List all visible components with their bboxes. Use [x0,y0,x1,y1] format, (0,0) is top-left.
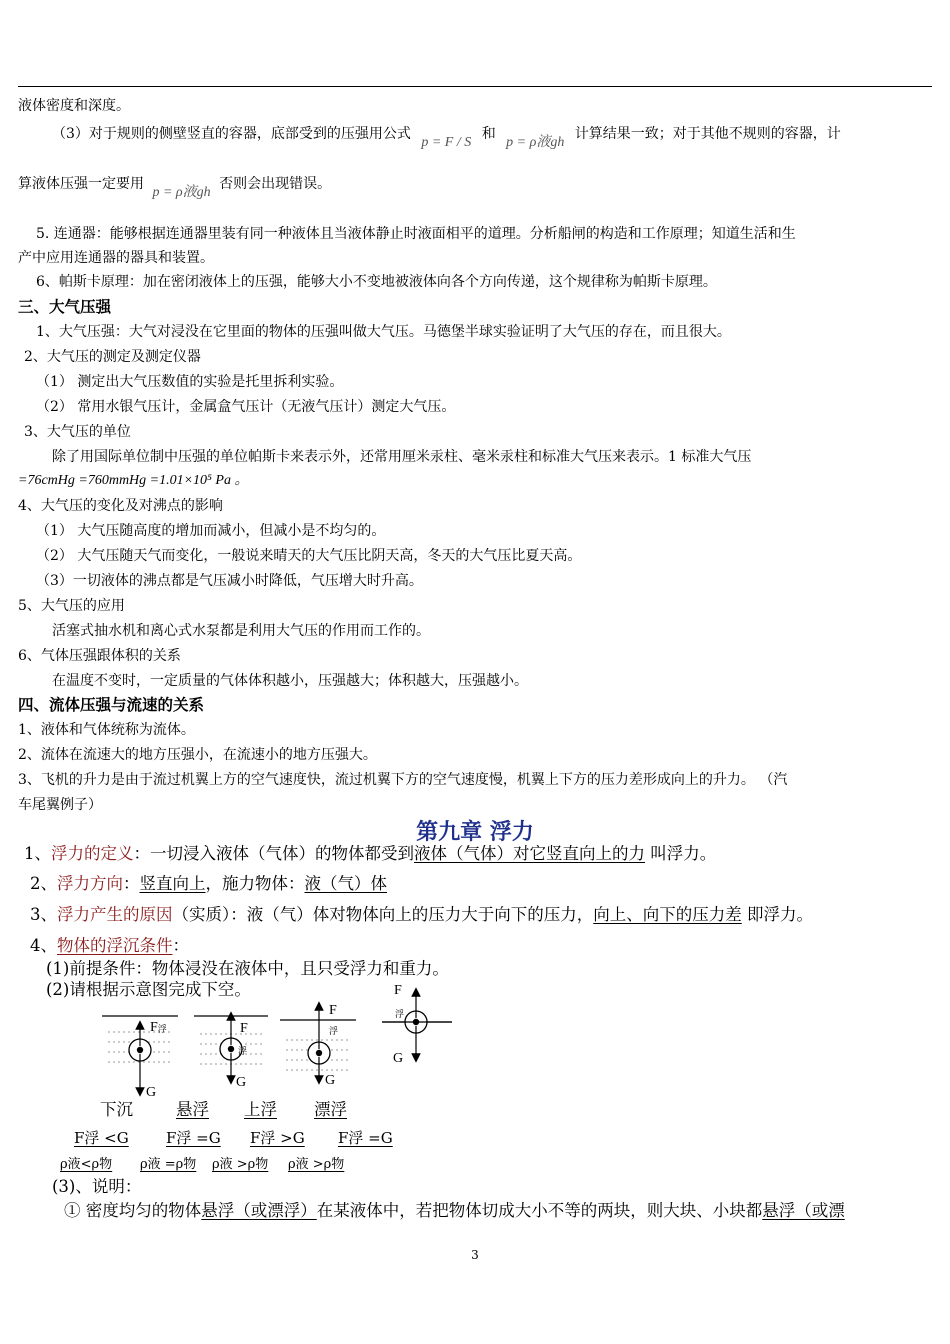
text-fragment: ：一切浸入液体（气体）的物体都受到 [133,844,414,863]
formula-liquid-pressure: p = ρ液gh [506,135,565,150]
sinking-object [102,1016,178,1100]
rising-object [280,1003,356,1088]
buoyant-force-label: F [240,1021,248,1036]
underlined-answer: 竖直向上 [139,874,206,893]
text-fragment: 叫浮力。 [645,844,717,863]
term: 浮力方向 [57,874,123,893]
text-line: （2） 大气压随天气而变化，一般说来晴天的大气压比阴天高，冬天的大气压比夏天高。 [36,548,582,564]
text-fragment: ： [123,874,140,893]
buoyant-force-label: F [329,1003,337,1018]
item-number: 1、 [24,844,51,863]
text-line: 4、大气压的变化及对沸点的影响 [18,498,223,514]
text-fragment: 算液体压强一定要用 [18,176,144,192]
underlined-answer: 液体（气体）对它竖直向上的力 [414,844,645,863]
text-line: (2)请根据示意图完成下空。 [46,980,251,999]
note-line [64,1199,845,1223]
term: 浮力产生的原因 [57,905,173,924]
page-number: 3 [471,1248,479,1262]
text-line: 除了用国际单位制中压强的单位帕斯卡来表示外，还常用厘米汞柱、毫米汞柱和标准大气压来表示。1 标准大气压 [52,449,752,465]
force-relation: F浮 <G [74,1129,129,1147]
text-line: 产中应用连通器的器具和装置。 [18,250,214,266]
text-line: （3）一切液体的沸点都是气压减小时降低，气压增大时升高。 [36,573,423,589]
density-relation: ρ液 =ρ物 [140,1157,197,1172]
buoyancy-cause [30,903,813,927]
text-fragment: 在某液体中，若把物体切成大小不等的两块，则大块、小块都 [316,1201,763,1220]
text-line: 1、液体和气体统称为流体。 [18,722,195,738]
term: 物体的浮沉条件 [57,936,173,955]
state-rise: 上浮 [244,1100,277,1119]
floating-conditions-heading [30,934,189,958]
text-line: 3、飞机的升力是由于流过机翼上方的空气速度快，流过机翼下方的空气速度慢，机翼上下方的压力差形成向上的升力。 （汽 [18,772,788,788]
section-heading: 四、流体压强与流速的关系 [18,696,205,714]
term: 浮力的定义 [51,844,134,863]
text-line: (1)前提条件：物体浸没在液体中，且只受浮力和重力。 [46,959,449,978]
force-relation: F浮 =G [166,1129,221,1147]
floating-object [382,983,452,1066]
text-fragment: 即浮力。 [741,905,813,924]
formula-atm: =76cmHg =760mmHg =1.01×10⁵ Pa 。 [18,473,249,488]
floating-conditions-diagram [0,980,480,1100]
suspended-object [194,1016,268,1090]
text-fragment: 否则会出现错误。 [219,176,332,192]
underlined-answer: 悬浮（或漂 [762,1201,845,1220]
buoyant-subscript: 浮 [395,1010,405,1020]
text-line: 活塞式抽水机和离心式水泵都是利用大气压的作用而工作的。 [52,623,430,639]
text-line: 车尾翼例子） [18,797,102,813]
buoyant-force-label: F浮 [150,1020,167,1035]
text-fragment: （3）对于规则的侧壁竖直的容器，底部受到的压强用公式 [52,126,411,142]
item-number: 2、 [30,874,57,893]
text-line [52,124,841,150]
text-fragment: ，施力物体： [205,874,305,893]
item-number: 3、 [30,905,57,924]
text-line: 2、大气压的测定及测定仪器 [24,349,201,365]
state-suspend: 悬浮 [176,1100,209,1119]
text-line: 在温度不变时，一定质量的气体体积越小，压强越大；体积越大，压强越小。 [52,673,528,689]
buoyant-subscript: 浮 [238,1047,248,1057]
text-line [18,174,332,200]
text-line: 3、大气压的单位 [24,424,131,440]
gravity-label: G [146,1085,157,1100]
formula-liquid-pressure: p = ρ液gh [152,185,211,200]
text-line: 2、流体在流速大的地方压强小，在流速小的地方压强大。 [18,747,377,763]
gravity-label: G [236,1075,247,1090]
text-line: 6、帕斯卡原理：加在密闭液体上的压强，能够大小不变地被液体向各个方向传递，这个规律称为帕斯卡原理。 [36,274,717,290]
header-rule [18,86,932,87]
force-relation: F浮 =G [338,1129,393,1147]
formula-pressure: p = F / S [421,135,472,150]
text-line: 5、大气压的应用 [18,598,125,614]
underlined-answer: 向上、向下的压力差 [593,905,742,924]
text-fragment: （实质）：液（气）体对物体向上的压力大于向下的压力， [172,905,594,924]
text-line: 5. 连通器：能够根据连通器里装有同一种液体且当液体静止时液面相平的道理。分析船闸的构造和工作原理；知道生活和生 [36,226,796,242]
chapter-title: 第九章 浮力 [416,820,534,845]
gravity-label: G [325,1073,336,1088]
text-line: 1、大气压强：大气对浸没在它里面的物体的压强叫做大气压。马德堡半球实验证明了大气压的存在，而且很大。 [36,324,731,340]
section-heading: 三、大气压强 [18,298,112,316]
text-fragment: ： [172,936,189,955]
buoyant-subscript: 浮 [329,1027,339,1037]
text-fragment: 计算结果一致；对于其他不规则的容器，计 [574,126,841,142]
text-line: 6、气体压强跟体积的关系 [18,648,181,664]
state-float: 漂浮 [314,1100,347,1119]
text-line: (3)、说明： [52,1177,142,1196]
text-line: （2） 常用水银气压计，金属盒气压计（无液气压计）测定大气压。 [36,399,456,415]
gravity-label: G [393,1051,404,1066]
density-relation: ρ液 >ρ物 [212,1157,269,1172]
underlined-answer: 液（气）体 [304,874,387,893]
state-sink: 下沉 [100,1100,133,1119]
force-relation: F浮 >G [250,1129,305,1147]
underlined-answer: 悬浮（或漂浮） [201,1201,317,1220]
text-line: 液体密度和深度。 [18,98,130,114]
buoyant-force-label: F [394,983,402,998]
density-relation: ρ液<ρ物 [60,1157,113,1172]
text-fragment: 和 [481,126,496,142]
buoyancy-definition [24,842,716,866]
buoyancy-direction [30,872,387,896]
text-line: （1） 测定出大气压数值的实验是托里拆利实验。 [36,374,344,390]
item-number: 4、 [30,936,57,955]
text-line: （1） 大气压随高度的增加而减小，但减小是不均匀的。 [36,523,386,539]
density-relation: ρ液 >ρ物 [288,1157,345,1172]
text-fragment: ① 密度均匀的物体 [64,1201,202,1220]
